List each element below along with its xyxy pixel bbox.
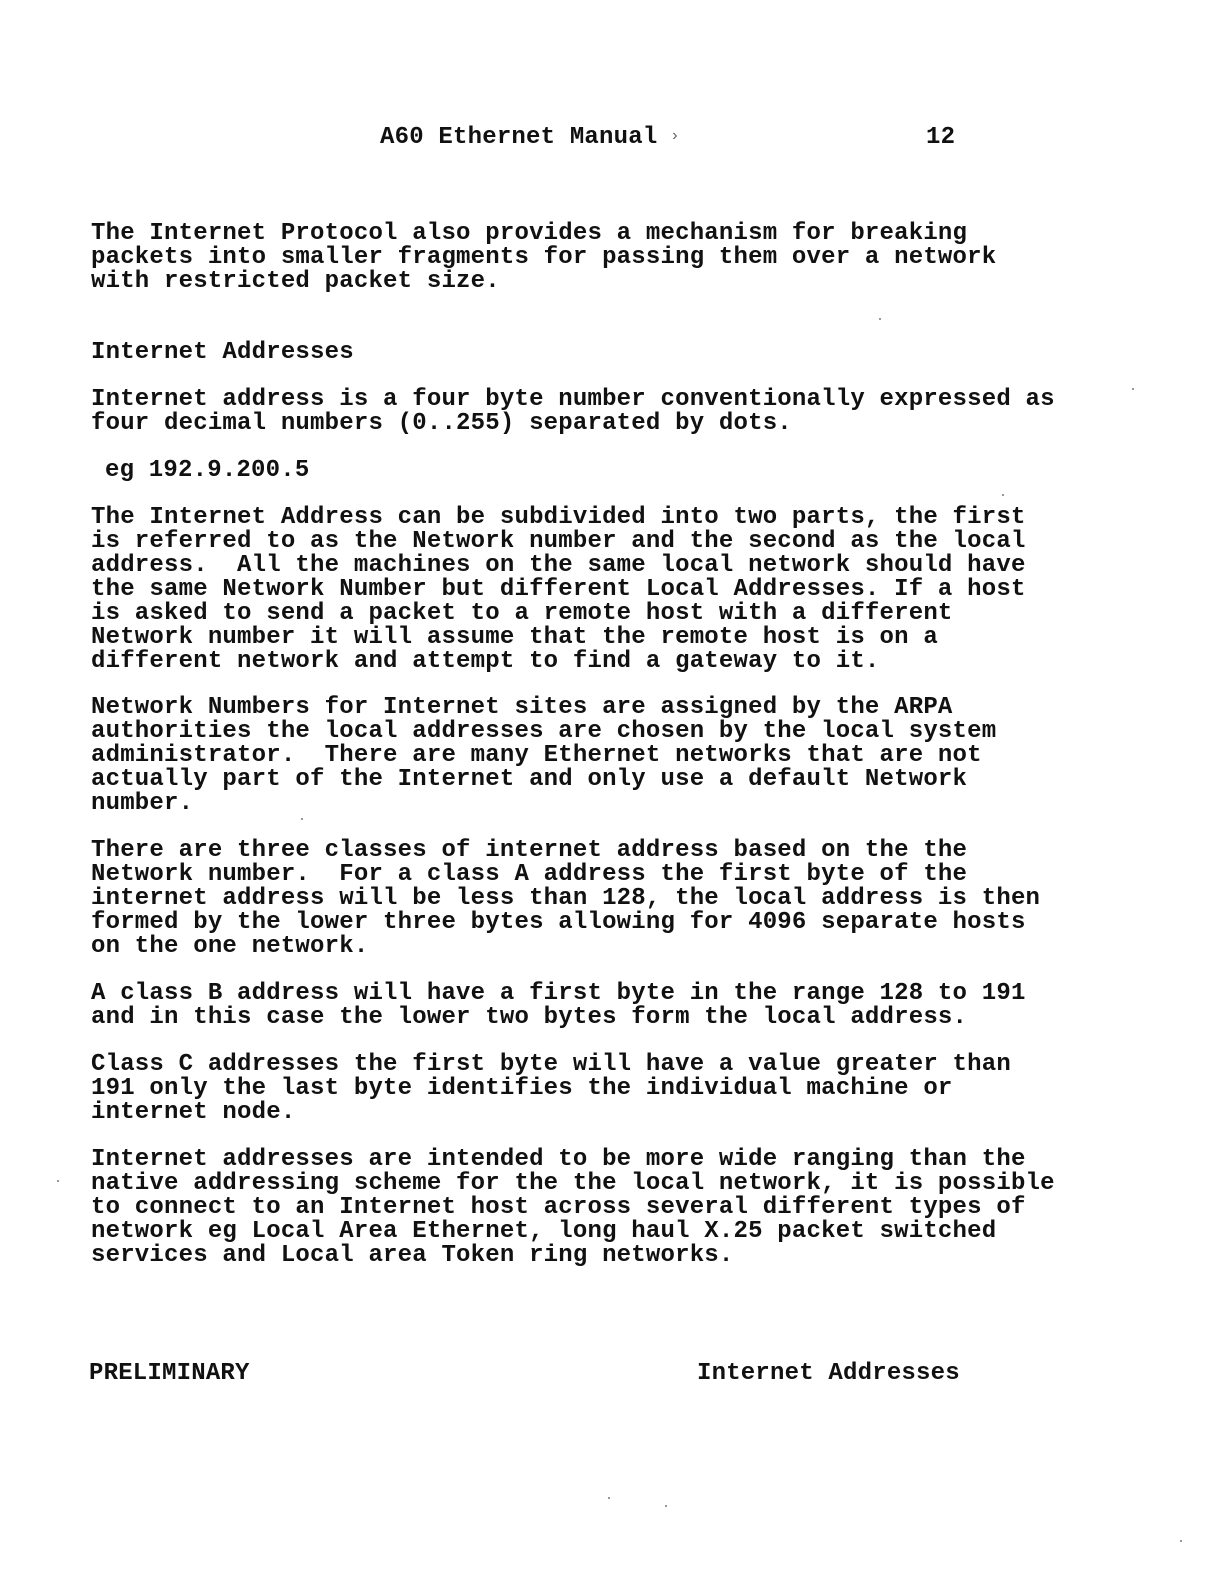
- paragraph-class-c: Class C addresses the first byte will have a value greater than 191 only the last byte identifies the individual machine or internet node.: [91, 1051, 1011, 1126]
- scan-speck: [1132, 388, 1134, 390]
- page-number: 12: [926, 124, 956, 151]
- footer-status: PRELIMINARY: [89, 1360, 250, 1387]
- paragraph-subdivision: The Internet Address can be subdivided into two parts, the first is referred to as the Network number and the second as the local address. All the machines on the same local network should have the same Network Number but different Local Addresses. If a host is asked to send a packet to a remote host with a different Network number it will assume that the remote host is on a different network and attempt to find a gateway to it.: [91, 504, 1026, 675]
- scan-speck: [1180, 1540, 1182, 1542]
- paragraph-classes: There are three classes of internet address based on the the Network number. For a class A address the first byte of the internet address will be less than 128, the local address is then formed by the lower three bytes allowing for 4096 separate hosts on the one network.: [91, 837, 1041, 960]
- paragraph-network-numbers: Network Numbers for Internet sites are assigned by the ARPA authorities the local addresses are chosen by the local system administrator. There are many Ethernet networks that are not actually part of the Internet and only use a default Network number.: [91, 694, 997, 817]
- paragraph-class-b: A class B address will have a first byte in the range 128 to 191 and in this case the lower two bytes form the local address.: [91, 980, 1026, 1031]
- footer-section: Internet Addresses: [697, 1360, 960, 1387]
- scan-speck: [57, 1180, 59, 1182]
- example-address: eg 192.9.200.5: [105, 457, 310, 484]
- scan-mark: ›: [670, 127, 680, 145]
- section-heading: Internet Addresses: [91, 339, 354, 366]
- scan-speck: [301, 818, 303, 820]
- header-title: A60 Ethernet Manual: [380, 124, 658, 151]
- scan-speck: [879, 318, 881, 320]
- paragraph-wide-ranging: Internet addresses are intended to be more wide ranging than the native addressing scheme for the the local network, it is possible to connect to an Internet host across several different types of network eg Local Area Ethernet, long haul X.25 packet switched services and Local area Token ring networks.: [91, 1146, 1055, 1269]
- scan-speck: [1002, 494, 1004, 496]
- paragraph-fragmentation: The Internet Protocol also provides a mechanism for breaking packets into smaller fragments for passing them over a network with restricted packet size.: [91, 220, 997, 295]
- scan-speck: [665, 1505, 667, 1507]
- paragraph-address-format: Internet address is a four byte number conventionally expressed as four decimal numbers (0..255) separated by dots.: [91, 386, 1055, 437]
- scan-speck: [608, 1497, 610, 1499]
